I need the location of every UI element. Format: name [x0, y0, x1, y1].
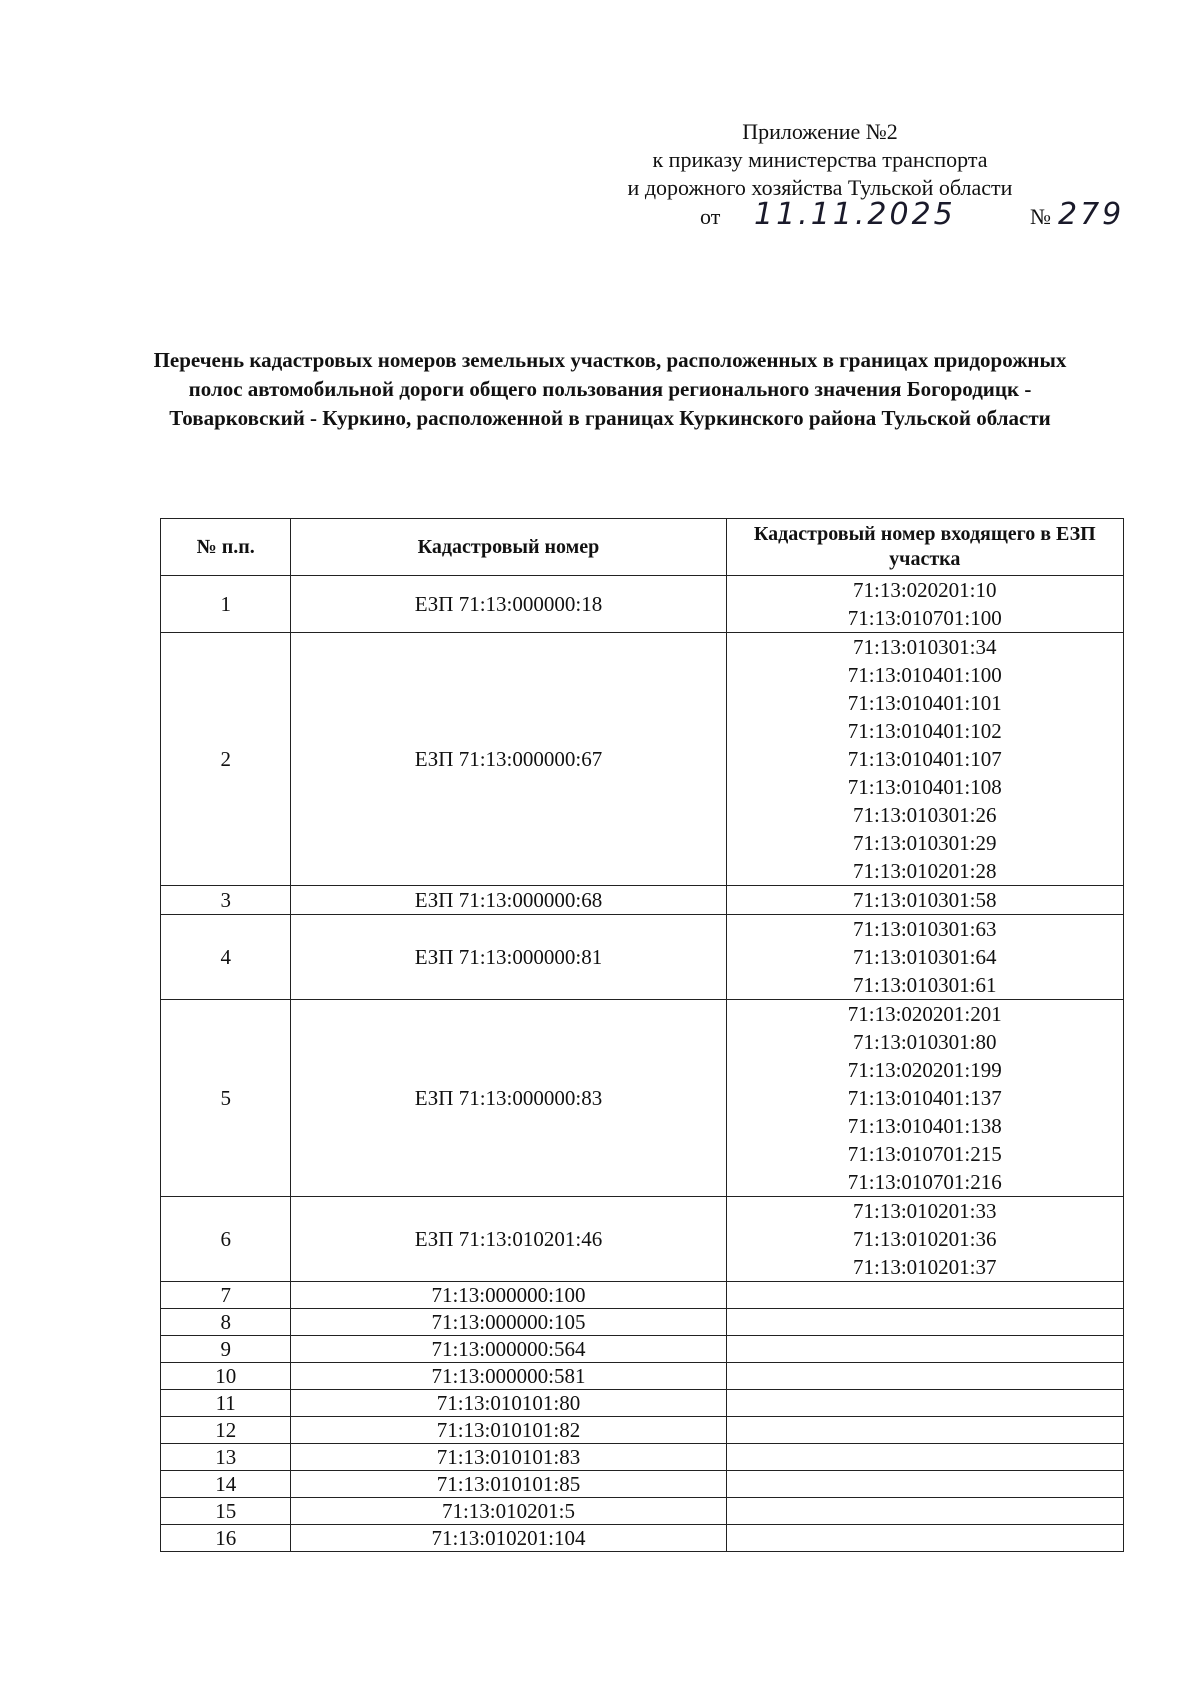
table-row [161, 1525, 1124, 1552]
parcel-number: 71:13:010401:108 [847, 775, 1002, 799]
cadastral-number: 71:13:010201:5 [291, 1498, 726, 1525]
header-index: № п.п. [161, 519, 291, 576]
included-parcels [726, 576, 1123, 633]
row-index: 15 [161, 1498, 291, 1525]
cadastral-number: 71:13:010101:83 [291, 1444, 726, 1471]
parcel-number: 71:13:020201:199 [847, 1058, 1002, 1082]
appendix-line: Приложение №2 [742, 119, 898, 144]
cadastral-number: ЕЗП 71:13:000000:81 [291, 915, 726, 1000]
included-parcels [726, 886, 1123, 915]
handwritten-number: 279 [1058, 197, 1125, 232]
included-parcels [726, 1336, 1123, 1363]
parcel-number: 71:13:010301:58 [853, 888, 997, 912]
parcel-number: 71:13:010201:28 [853, 859, 997, 883]
handwritten-date: 11.11.2025 [754, 197, 956, 232]
row-index: 5 [161, 1000, 291, 1197]
row-index: 4 [161, 915, 291, 1000]
parcel-number: 71:13:010401:101 [847, 691, 1002, 715]
parcel-number: 71:13:010301:34 [853, 635, 997, 659]
parcel-number: 71:13:010401:100 [847, 663, 1002, 687]
cadastral-number: ЕЗП 71:13:000000:83 [291, 1000, 726, 1197]
table-row [161, 1197, 1124, 1282]
included-parcels [726, 1444, 1123, 1471]
table-row [161, 1390, 1124, 1417]
cadastral-number: ЕЗП 71:13:000000:68 [291, 886, 726, 915]
included-parcels [726, 1471, 1123, 1498]
included-parcels [726, 1390, 1123, 1417]
appendix-line: и дорожного хозяйства Тульской области [627, 175, 1013, 200]
table-row [161, 1282, 1124, 1309]
cadastral-number: 71:13:010201:104 [291, 1525, 726, 1552]
parcel-number: 71:13:010301:64 [853, 945, 997, 969]
row-index: 8 [161, 1309, 291, 1336]
included-parcels [726, 633, 1123, 886]
table-row [161, 1417, 1124, 1444]
parcel-number: 71:13:010401:138 [847, 1114, 1002, 1138]
parcel-number: 71:13:010701:100 [847, 606, 1002, 630]
parcel-number: 71:13:010301:26 [853, 803, 997, 827]
parcel-number: 71:13:010301:80 [853, 1030, 997, 1054]
included-parcels [726, 1498, 1123, 1525]
cadastral-number: 71:13:010101:80 [291, 1390, 726, 1417]
included-parcels [726, 1417, 1123, 1444]
header-cadastral-number: Кадастровый номер [291, 519, 726, 576]
cadastral-number: 71:13:010101:82 [291, 1417, 726, 1444]
row-index: 1 [161, 576, 291, 633]
table-row [161, 1309, 1124, 1336]
table-body [161, 576, 1124, 1552]
row-index: 13 [161, 1444, 291, 1471]
appendix-line: к приказу министерства транспорта [652, 147, 988, 172]
included-parcels [726, 1525, 1123, 1552]
document-title: Перечень кадастровых номеров земельных участков, расположенных в границах придорожных полос автомобильной дороги общего пользования регионального значения Богородицк - Товарковский - Куркино, расположенной в границах Куркинского района Тульской области [153, 348, 1067, 430]
cadastral-number: 71:13:000000:100 [291, 1282, 726, 1309]
table-row [161, 1363, 1124, 1390]
cadastral-number: 71:13:000000:581 [291, 1363, 726, 1390]
parcel-number: 71:13:020201:10 [853, 578, 997, 602]
parcel-number: 71:13:020201:201 [847, 1002, 1002, 1026]
table-row [161, 886, 1124, 915]
included-parcels [726, 1282, 1123, 1309]
parcel-number: 71:13:010401:107 [847, 747, 1002, 771]
row-index: 9 [161, 1336, 291, 1363]
parcel-number: 71:13:010301:61 [853, 973, 997, 997]
parcel-number: 71:13:010401:102 [847, 719, 1002, 743]
table-row [161, 1444, 1124, 1471]
parcel-number: 71:13:010201:37 [853, 1255, 997, 1279]
parcel-number: 71:13:010401:137 [847, 1086, 1002, 1110]
table-row [161, 1498, 1124, 1525]
cadastral-number: ЕЗП 71:13:000000:67 [291, 633, 726, 886]
parcel-number: 71:13:010301:29 [853, 831, 997, 855]
cadastral-number: 71:13:000000:105 [291, 1309, 726, 1336]
table-header-row [161, 519, 1124, 576]
parcel-number: 71:13:010201:33 [853, 1199, 997, 1223]
header-included-parcels: Кадастровый номер входящего в ЕЗП участка [726, 519, 1123, 576]
cadastral-number: 71:13:010101:85 [291, 1471, 726, 1498]
row-index: 7 [161, 1282, 291, 1309]
row-index: 11 [161, 1390, 291, 1417]
row-index: 10 [161, 1363, 291, 1390]
cadastral-number: 71:13:000000:564 [291, 1336, 726, 1363]
parcel-number: 71:13:010701:216 [847, 1170, 1002, 1194]
order-date-number [700, 196, 1140, 236]
table-row [161, 576, 1124, 633]
appendix-header [560, 118, 1080, 202]
row-index: 3 [161, 886, 291, 915]
number-label: № [1030, 204, 1051, 229]
parcel-number: 71:13:010701:215 [847, 1142, 1002, 1166]
parcel-number: 71:13:010301:63 [853, 917, 997, 941]
cadastral-table [160, 518, 1124, 1552]
row-index: 14 [161, 1471, 291, 1498]
included-parcels [726, 915, 1123, 1000]
row-index: 2 [161, 633, 291, 886]
included-parcels [726, 1000, 1123, 1197]
included-parcels [726, 1197, 1123, 1282]
included-parcels [726, 1309, 1123, 1336]
included-parcels [726, 1363, 1123, 1390]
cadastral-number: ЕЗП 71:13:010201:46 [291, 1197, 726, 1282]
table-row [161, 915, 1124, 1000]
cadastral-number: ЕЗП 71:13:000000:18 [291, 576, 726, 633]
row-index: 6 [161, 1197, 291, 1282]
parcel-number: 71:13:010201:36 [853, 1227, 997, 1251]
row-index: 12 [161, 1417, 291, 1444]
row-index: 16 [161, 1525, 291, 1552]
table-row [161, 1336, 1124, 1363]
table-row [161, 1471, 1124, 1498]
from-label: от [700, 204, 721, 229]
table-row [161, 1000, 1124, 1197]
table-row [161, 633, 1124, 886]
